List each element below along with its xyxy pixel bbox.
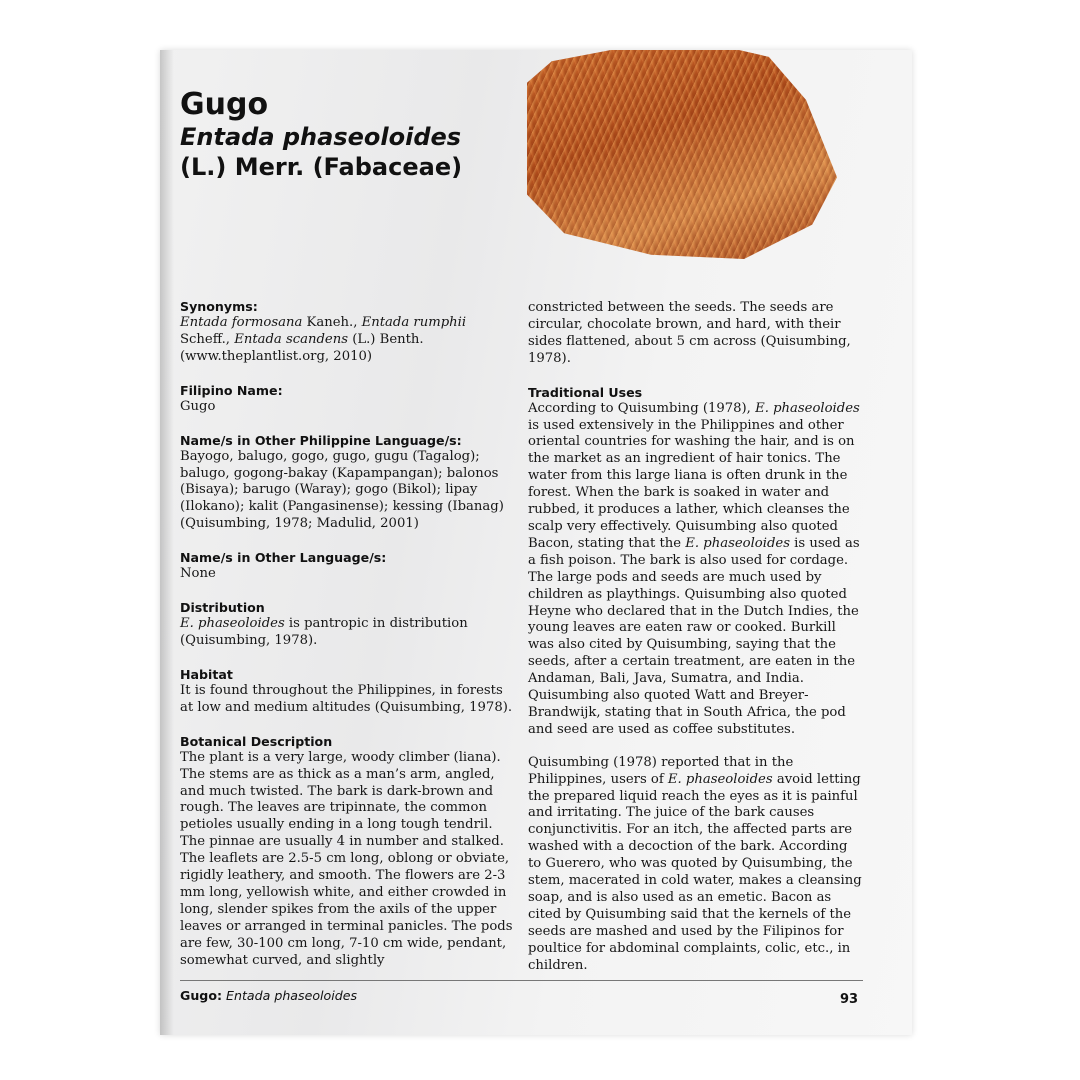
traditional-uses-paragraph-1 [528, 401, 863, 739]
synonyms-section [180, 298, 515, 366]
traditional-uses-paragraph-2 [528, 755, 863, 975]
distribution-sci-name: E. phaseoloides [180, 616, 285, 632]
left-column [180, 298, 515, 985]
text-run: According to Quisumbing (1978), [528, 400, 756, 416]
other-philippine-section [180, 432, 515, 534]
bark-photo-icon [527, 50, 837, 259]
habitat-section [180, 666, 515, 717]
text-run: is used as a fish poison. The bark is also used for cordage. The large pods and seeds are much used by children as playthings. Quisumbing also quoted Heyne who declared that in the Dutch Indies, the young leaves are eaten raw or cooked. Burkill was also cited by Quisumbing, saying that the seeds, after a certain treatment, are eaten in the Andaman, Bali, Java, Sumatra, and India. Quisumbing also quoted Watt and Breyer-Brandwijk, stating that in South Africa, the pod and seed are used as coffee substitutes. [528, 535, 860, 737]
scientific-name: Entada phaseoloides [180, 123, 462, 151]
synonym-3-authority: (L.) Benth. (www.theplantlist.org, 2010) [180, 331, 424, 364]
synonyms-heading: Synonyms: [180, 299, 258, 314]
footer-sci-name: Entada phaseoloides [222, 988, 358, 1003]
habitat-text: It is found throughout the Philippines, in forests at low and medium altitudes (Quisumbing, 1978). [180, 682, 513, 715]
synonym-2: Entada rumphii [361, 315, 467, 330]
botanical-heading: Botanical Description [180, 733, 333, 749]
page-title: Gugo [180, 87, 269, 122]
synonyms-text [180, 315, 515, 366]
synonym-1-authority: Kaneh., [302, 315, 362, 330]
other-philippine-text: Bayogo, balugo, gogo, gugo, gugu (Tagalog); balugo, gogong-bakay (Kapampangan); balonos (Bisaya); barugo (Waray); gogo (Bikol); lipay (Ilokano); kalit (Pangasinense); kessing (Ibanag) (Quisumbing, 1978; Madulid, 2001) [180, 448, 504, 532]
authority: (L.) Merr. (Fabaceae) [180, 153, 463, 181]
footer-label: Gugo: [180, 988, 223, 1003]
sci-name: E. phaseoloides [755, 400, 860, 416]
right-column [528, 300, 863, 975]
other-philippine-heading: Name/s in Other Philippine Language/s: [180, 432, 462, 448]
distribution-body: is pantropic in distribution (Quisumbing, 1978). [180, 616, 468, 648]
text-run: avoid letting the prepared liquid reach the eyes as it is painful and irritating. The juice of the bark causes conjunctivitis. For an itch, the affected parts are washed with a decoction of the bark. According to Guerero, who was quoted by Quisumbing, the stem, macerated in cold water, makes a cleansing soap, and is also used as an emetic. Bacon as cited by Quisumbing said that the kernels of the seeds are mashed and used by the Filipinos for poultice for abdominal complaints, colic, etc., in children. [528, 771, 862, 973]
habitat-heading: Habitat [180, 666, 233, 682]
synonym-1: Entada formosana [180, 315, 303, 330]
filipino-name-text: Gugo [180, 398, 216, 414]
synonym-3: Entada scandens [234, 331, 348, 347]
botanical-text: The plant is a very large, woody climber (liana). The stems are as thick as a man’s arm, angled, and much twisted. The bark is dark-brown and rough. The leaves are tripinnate, the common petioles usually ending in a long tough tendril. The pinnae are usually 4 in number and stalked. The leaflets are 2.5-5 cm long, oblong or obviate, rigidly leathery, and smooth. The flowers are 2-3 mm long, yellowish white, and either crowded in long, slender spikes from the axils of the upper leaves or arranged in terminal panicles. The pods are few, 30-100 cm long, 7-10 cm wide, pendant, somewhat curved, and slightly [180, 749, 513, 968]
botanical-section [180, 733, 515, 970]
other-language-text: None [180, 566, 216, 582]
other-language-section [180, 549, 515, 583]
title-block [180, 88, 520, 182]
text-run: Quisumbing (1978) reported that in the Philippines, users of [528, 754, 794, 787]
footer-divider [180, 980, 863, 981]
page-number: 93 [840, 992, 859, 1007]
synonym-2-authority: Scheff., [180, 331, 235, 347]
book-page [160, 50, 912, 1035]
distribution-text [180, 616, 515, 650]
botanical-continued: constricted between the seeds. The seeds are circular, chocolate brown, and hard, with their sides flattened, about 5 cm across (Quisumbing, 1978). [528, 300, 851, 366]
filipino-name-section [180, 382, 515, 416]
distribution-section [180, 599, 515, 650]
filipino-name-heading: Filipino Name: [180, 382, 283, 398]
other-language-heading: Name/s in Other Language/s: [180, 550, 387, 566]
sci-name: E. phaseoloides [685, 535, 790, 551]
traditional-uses-heading: Traditional Uses [528, 384, 643, 400]
sci-name: E. phaseoloides [667, 771, 773, 787]
distribution-heading: Distribution [180, 600, 265, 616]
running-footer [180, 988, 357, 1003]
text-run: is used extensively in the Philippines and other oriental countries for washing the hair, and is on the market as an ingredient of hair tonics. The water from this large liana is often drunk in the forest. When the bark is soaked in water and rubbed, it produces a lather, which cleanses the scalp very effectively. Quisumbing also quoted Bacon, stating that the [528, 417, 855, 551]
